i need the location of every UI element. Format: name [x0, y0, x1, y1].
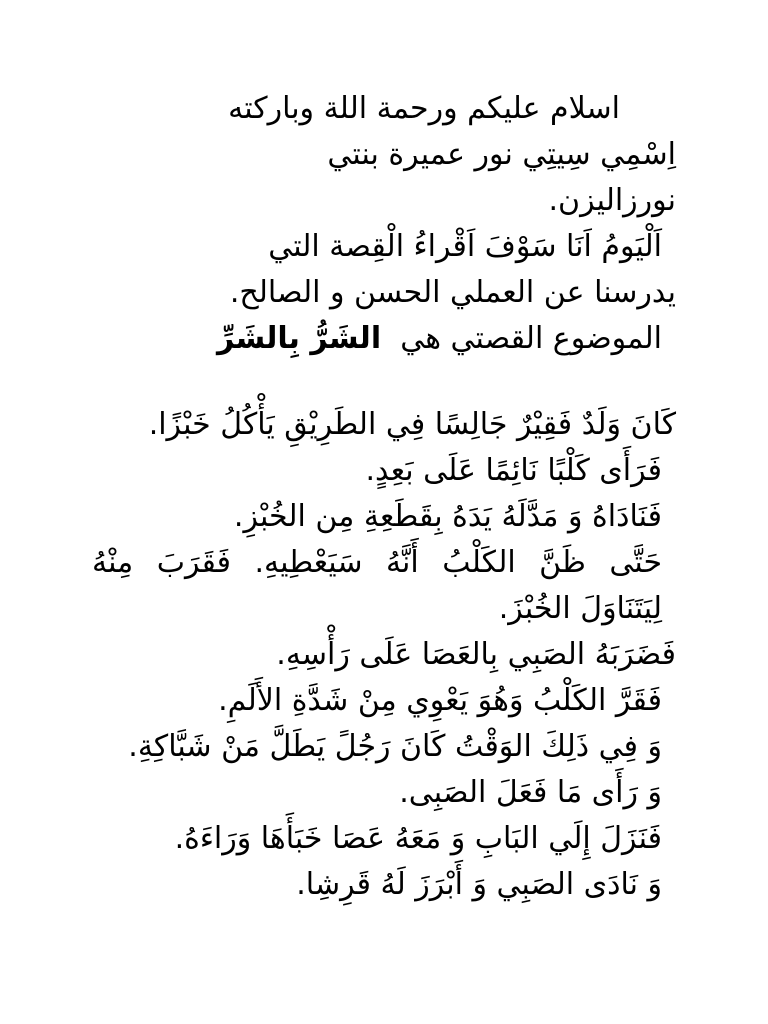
story-line: وَ نَادَى الصَبِي وَ أَبْرَزَ لَهُ قَرِشِا.	[296, 867, 662, 902]
story-line: فَنَزَلَ إِلَي البَابِ وَ مَعَهُ عَصَا خَبَأَهَا وَرَاءَهُ.	[174, 821, 662, 856]
story-line: فَنَادَاهُ وَ مَدَّلَهُ يَدَهُ بِقَطَعِةِ مِن الخُبْزِ.	[233, 499, 662, 534]
today-line-1: اَلْيَومُ اَنَا سَوْفَ اَقْراءُ الْقِصة التي	[268, 229, 662, 264]
story-line: وَ رَأَى مَا فَعَلَ الصَبِى.	[399, 775, 662, 810]
story-line: حَتَّى ظَنَّ الكَلْبُ أَنَّهُ سَيَعْطِيهِ. فَقَرَبَ مِنْهُ لِيَتَنَاوَلَ الخُبْزَ.	[92, 545, 662, 626]
document-page	[92, 86, 676, 908]
topic-title: الشَرُّ بِالشَرِّ	[216, 321, 382, 356]
story-line: كَانَ وَلَدٌ فَقِيْرٌ جَالِسًا فِي الطَرِيْقِ يَأْكُلُ خَبْزًا.	[148, 407, 676, 442]
greeting-line: اسلام عليكم ورحمة اللة وباركته	[228, 91, 620, 126]
topic-line	[92, 316, 676, 362]
name-line-1: اِسْمِي سِيتِي نور عميرة بنتي	[327, 137, 676, 172]
story-line: فَقَرَّ الكَلْبُ وَهُوَ يَعْوِي مِنْ شَدَّةِ الأَلَمِ.	[218, 683, 662, 718]
story-line: فَرَأَى كَلْبًا نَائِمًا عَلَى بَعِدٍ.	[365, 453, 662, 488]
story-line: فَضَرَبَهُ الصَبِي بِالعَصَا عَلَى رَأْسِهِ.	[276, 637, 676, 672]
name-line-2: نورزاليزن.	[548, 183, 676, 218]
story-line: وَ فِي ذَلِكَ الوَقْتُ كَانَ رَجُلً يَطَلَّ مَنْ شَبَّاكِةِ.	[128, 729, 662, 764]
paragraph-gap	[92, 362, 676, 402]
today-line-2: يدرسنا عن العملي الحسن و الصالح.	[229, 275, 676, 310]
topic-label: الموضوع القصتي هي	[400, 321, 662, 356]
